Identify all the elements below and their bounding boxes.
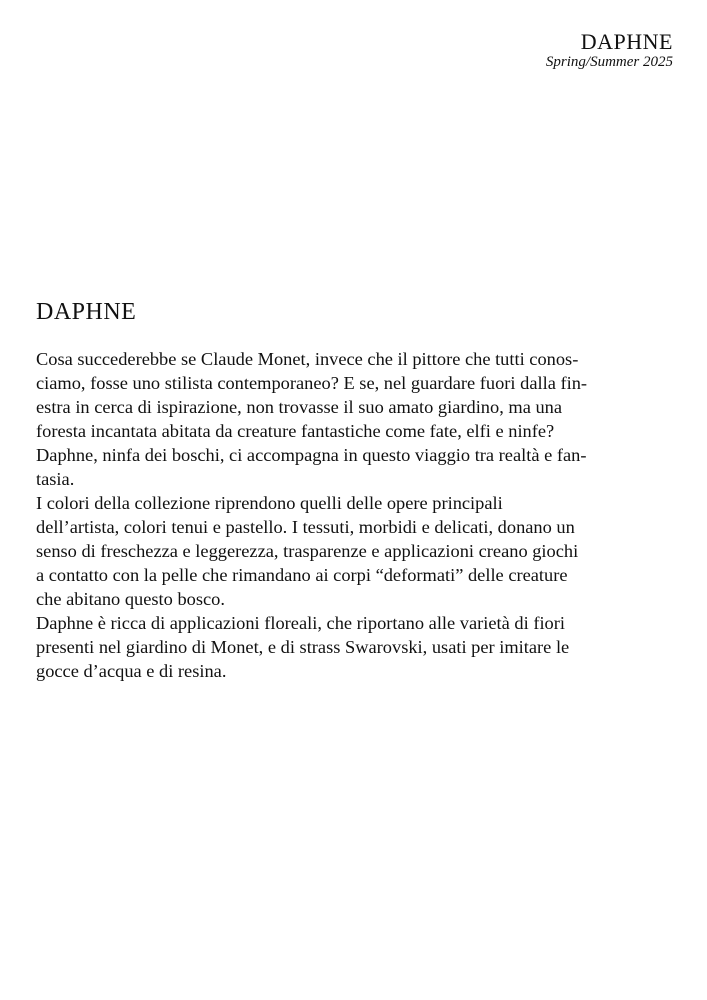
paragraph-line: Daphne, ninfa dei boschi, ci accompagna in questo viaggio tra realtà e fan- [36,445,587,465]
page-header [546,30,673,70]
paragraph-line: gocce d’acqua e di resina. [36,661,227,681]
paragraph-3 [36,611,676,683]
paragraph-line: che abitano questo bosco. [36,589,225,609]
paragraph-line: tasia. [36,469,75,489]
paragraph-2 [36,491,676,611]
header-subtitle: Spring/Summer 2025 [545,54,673,70]
paragraph-line: dell’artista, colori tenui e pastello. I tessuti, morbidi e delicati, donano un [36,517,575,537]
paragraph-line: Daphne è ricca di applicazioni floreali, che riportano alle varietà di fiori [36,613,565,633]
paragraph-line: senso di freschezza e leggerezza, trasparenze e applicazioni creano giochi [36,541,579,561]
paragraph-line: a contatto con la pelle che rimandano ai corpi “deformati” delle creature [36,565,568,585]
article [36,297,676,683]
paragraph-line: foresta incantata abitata da creature fantastiche come fate, elfi e ninfe? [36,421,555,441]
paragraph-line: ciamo, fosse uno stilista contemporaneo? E se, nel guardare fuori dalla fin- [36,373,588,393]
article-title: DAPHNE [36,299,137,325]
paragraph-line: presenti nel giardino di Monet, e di strass Swarovski, usati per imitare le [36,637,570,657]
header-title: DAPHNE [580,29,673,54]
paragraph-1 [36,347,676,491]
paragraph-line: Cosa succederebbe se Claude Monet, invece che il pittore che tutti conos- [36,349,579,369]
paragraph-line: I colori della collezione riprendono quelli delle opere principali [36,493,503,513]
paragraph-line: estra in cerca di ispirazione, non trovasse il suo amato giardino, ma una [36,397,563,417]
